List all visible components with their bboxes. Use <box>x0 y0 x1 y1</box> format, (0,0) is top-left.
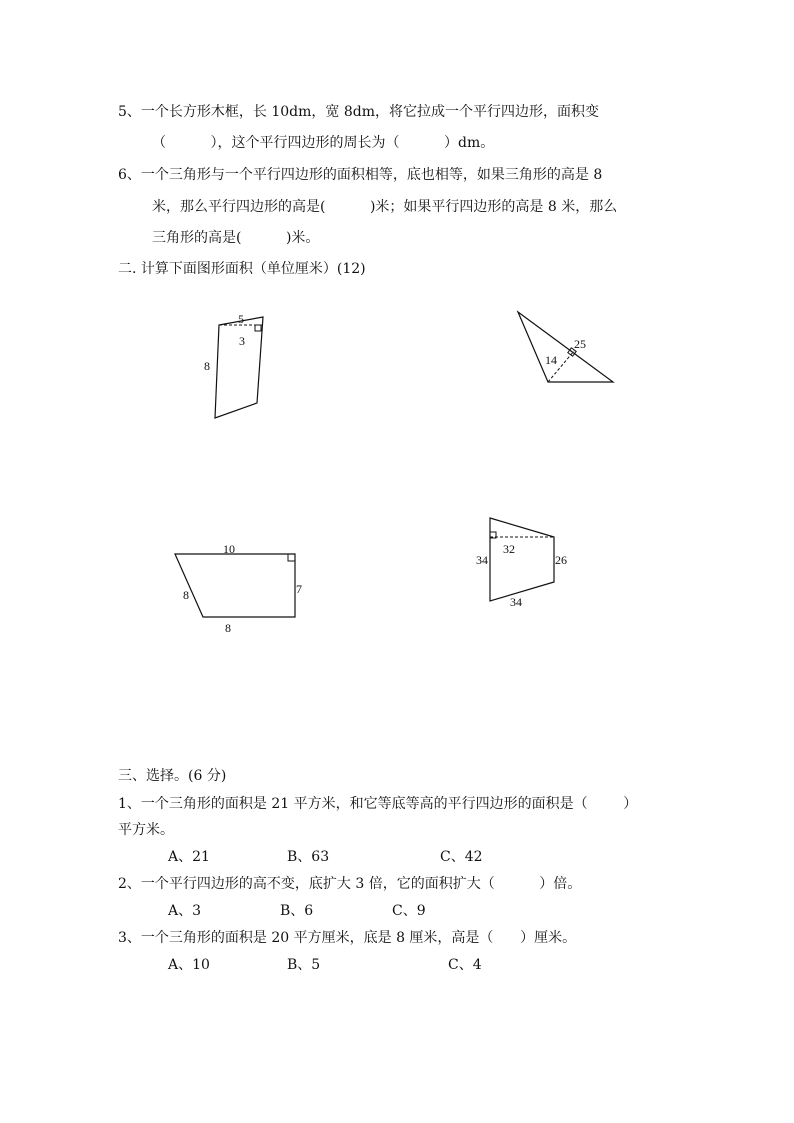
question-6-line-3: 三角形的高是( )米。 <box>152 230 320 246</box>
trapezoid-shape <box>175 554 295 617</box>
question-5-line-1: 5、一个长方形木框，长 10dm，宽 8dm，将它拉成一个平行四边形，面积变 <box>118 104 600 120</box>
choice-q1-option-a: A、21 <box>168 849 210 865</box>
trapezoid-2-shape <box>490 518 554 601</box>
triangle-base-label: 25 <box>574 337 586 351</box>
right-angle-mark <box>255 325 261 331</box>
figure-triangle <box>505 300 625 395</box>
choice-q2-option-a: A、3 <box>168 903 202 919</box>
right-angle-mark <box>288 554 295 561</box>
figure-trapezoid-vertical <box>470 510 580 615</box>
trapezoid-top-label: 10 <box>223 542 235 556</box>
question-6-line-1: 6、一个三角形与一个平行四边形的面积相等，底也相等，如果三角形的高是 8 <box>118 167 603 183</box>
question-5-line-2: （ ），这个平行四边形的周长为（ ）dm。 <box>152 135 495 151</box>
trapezoid-2-left-label: 34 <box>476 553 488 567</box>
question-6-line-2: 米，那么平行四边形的高是( )米；如果平行四边形的高是 8 米，那么 <box>152 199 618 215</box>
choice-q2-option-b: B、6 <box>280 903 314 919</box>
choice-q1-option-b: B、63 <box>287 849 330 865</box>
choice-q3-option-a: A、10 <box>168 957 210 973</box>
choice-q1-line-2: 平方米。 <box>118 822 174 838</box>
figure-right-trapezoid <box>165 538 315 638</box>
choice-q3-line-1: 3、一个三角形的面积是 20 平方厘米，底是 8 厘米，高是（ ）厘米。 <box>118 930 577 946</box>
parallelogram-1-height-label: 3 <box>239 334 245 348</box>
trapezoid-height-label: 7 <box>296 582 302 596</box>
parallelogram-1-side-label: 8 <box>204 359 210 373</box>
parallelogram-1-shape <box>215 317 263 418</box>
trapezoid-slant-label: 8 <box>183 588 189 602</box>
section-2-title: 二. 计算下面图形面积（单位厘米）(12) <box>118 261 366 277</box>
trapezoid-bottom-label: 8 <box>225 621 231 635</box>
choice-q1-option-c: C、42 <box>440 849 483 865</box>
trapezoid-2-right-label: 26 <box>555 553 567 567</box>
choice-q3-option-c: C、4 <box>448 957 482 973</box>
triangle-shape <box>518 312 613 382</box>
choice-q3-option-b: B、5 <box>287 957 321 973</box>
figure-parallelogram-1 <box>195 305 285 430</box>
trapezoid-2-height-label: 32 <box>503 542 515 556</box>
triangle-height-label: 14 <box>545 353 557 367</box>
section-3-title: 三、选择。(6 分) <box>118 768 227 784</box>
choice-q2-line-1: 2、一个平行四边形的高不变，底扩大 3 倍，它的面积扩大（ ）倍。 <box>118 876 582 892</box>
parallelogram-1-top-label: 5 <box>238 312 244 326</box>
choice-q2-option-c: C、9 <box>392 903 426 919</box>
choice-q1-line-1: 1、一个三角形的面积是 21 平方米，和它等底等高的平行四边形的面积是（ ） <box>118 796 638 812</box>
trapezoid-2-bottom-label: 34 <box>510 595 522 609</box>
